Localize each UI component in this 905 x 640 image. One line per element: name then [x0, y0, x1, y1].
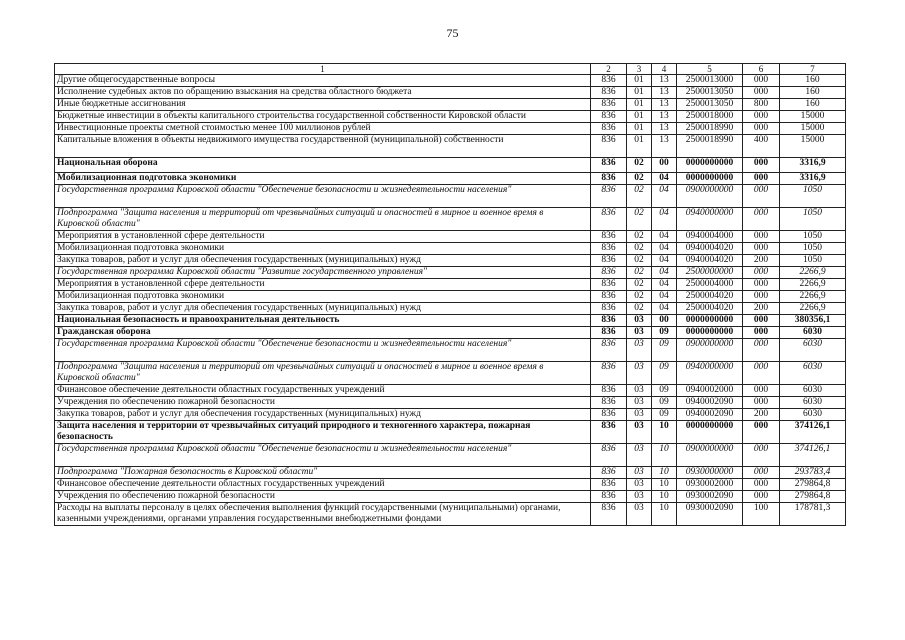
ministry-code-cell: 836	[591, 267, 627, 279]
table-row	[55, 303, 846, 315]
amount-cell: 2266,9	[780, 279, 846, 291]
ministry-code-cell: 836	[591, 503, 627, 526]
row-name-cell: Исполнение судебных актов по обращению взыскания на средства областного бюджета	[55, 87, 591, 99]
target-article-cell: 0940004020	[677, 243, 743, 255]
table-row	[55, 491, 846, 503]
section-cell: 03	[627, 421, 652, 444]
target-article-cell: 0900000000	[677, 185, 743, 208]
section-cell: 03	[627, 479, 652, 491]
expense-type-cell: 100	[743, 503, 780, 526]
ministry-code-cell: 836	[591, 339, 627, 362]
table-row	[55, 87, 846, 99]
ministry-code-cell: 836	[591, 303, 627, 315]
ministry-code-cell: 836	[591, 491, 627, 503]
target-article-cell: 2500018990	[677, 135, 743, 158]
column-header: 3	[627, 64, 652, 75]
table-row	[55, 99, 846, 111]
section-cell: 01	[627, 75, 652, 87]
ministry-code-cell: 836	[591, 75, 627, 87]
target-article-cell: 2500018000	[677, 111, 743, 123]
subsection-cell: 09	[652, 327, 677, 339]
row-name-cell: Государственная программа Кировской области "Обеспечение безопасности и жизнедеятельности населения"	[55, 339, 591, 362]
table-row	[55, 444, 846, 467]
expense-type-cell: 000	[743, 158, 780, 173]
expense-type-cell: 000	[743, 362, 780, 385]
row-name-cell: Мероприятия в установленной сфере деятельности	[55, 231, 591, 243]
table-row	[55, 243, 846, 255]
ministry-code-cell: 836	[591, 279, 627, 291]
section-cell: 01	[627, 123, 652, 135]
subsection-cell: 04	[652, 267, 677, 279]
subsection-cell: 10	[652, 444, 677, 467]
subsection-cell: 09	[652, 385, 677, 397]
target-article-cell: 0940004020	[677, 255, 743, 267]
budget-table-body	[55, 75, 846, 526]
expense-type-cell: 000	[743, 467, 780, 479]
target-article-cell: 0000000000	[677, 173, 743, 185]
section-cell: 03	[627, 503, 652, 526]
row-name-cell: Другие общегосударственные вопросы	[55, 75, 591, 87]
row-name-cell: Национальная оборона	[55, 158, 591, 173]
target-article-cell: 0940000000	[677, 362, 743, 385]
table-row	[55, 409, 846, 421]
target-article-cell: 2500018990	[677, 123, 743, 135]
target-article-cell: 0900000000	[677, 339, 743, 362]
target-article-cell: 0940004000	[677, 231, 743, 243]
table-row	[55, 397, 846, 409]
row-name-cell: Государственная программа Кировской области "Обеспечение безопасности и жизнедеятельности населения"	[55, 444, 591, 467]
amount-cell: 160	[780, 75, 846, 87]
amount-cell: 178781,3	[780, 503, 846, 526]
column-header: 7	[780, 64, 846, 75]
expense-type-cell: 000	[743, 123, 780, 135]
target-article-cell: 2500000000	[677, 267, 743, 279]
subsection-cell: 04	[652, 185, 677, 208]
subsection-cell: 04	[652, 291, 677, 303]
table-row	[55, 75, 846, 87]
target-article-cell: 0000000000	[677, 158, 743, 173]
ministry-code-cell: 836	[591, 421, 627, 444]
amount-cell: 15000	[780, 135, 846, 158]
expense-type-cell: 800	[743, 99, 780, 111]
section-cell: 02	[627, 279, 652, 291]
subsection-cell: 00	[652, 315, 677, 327]
amount-cell: 279864,8	[780, 479, 846, 491]
amount-cell: 15000	[780, 111, 846, 123]
ministry-code-cell: 836	[591, 87, 627, 99]
target-article-cell: 0000000000	[677, 327, 743, 339]
target-article-cell: 0940002090	[677, 409, 743, 421]
target-article-cell: 0900000000	[677, 444, 743, 467]
section-cell: 01	[627, 87, 652, 99]
section-cell: 03	[627, 362, 652, 385]
amount-cell: 374126,1	[780, 421, 846, 444]
column-number-row	[55, 64, 846, 75]
subsection-cell: 04	[652, 173, 677, 185]
subsection-cell: 09	[652, 409, 677, 421]
expense-type-cell: 000	[743, 185, 780, 208]
expense-type-cell: 000	[743, 479, 780, 491]
table-row	[55, 111, 846, 123]
amount-cell: 6030	[780, 409, 846, 421]
table-row	[55, 231, 846, 243]
subsection-cell: 00	[652, 158, 677, 173]
subsection-cell: 09	[652, 397, 677, 409]
target-article-cell: 2500004000	[677, 279, 743, 291]
subsection-cell: 04	[652, 208, 677, 231]
expense-type-cell: 000	[743, 315, 780, 327]
ministry-code-cell: 836	[591, 444, 627, 467]
row-name-cell: Учреждения по обеспечению пожарной безопасности	[55, 397, 591, 409]
subsection-cell: 13	[652, 75, 677, 87]
target-article-cell: 0930002090	[677, 503, 743, 526]
expense-type-cell: 000	[743, 111, 780, 123]
section-cell: 02	[627, 267, 652, 279]
row-name-cell: Капитальные вложения в объекты недвижимого имущества государственной (муниципальной) собственности	[55, 135, 591, 158]
section-cell: 02	[627, 185, 652, 208]
section-cell: 03	[627, 339, 652, 362]
section-cell: 03	[627, 315, 652, 327]
expense-type-cell: 000	[743, 231, 780, 243]
target-article-cell: 0000000000	[677, 421, 743, 444]
ministry-code-cell: 836	[591, 111, 627, 123]
row-name-cell: Закупка товаров, работ и услуг для обеспечения государственных (муниципальных) нужд	[55, 409, 591, 421]
table-row	[55, 291, 846, 303]
section-cell: 02	[627, 208, 652, 231]
row-name-cell: Государственная программа Кировской области "Обеспечение безопасности и жизнедеятельности населения"	[55, 185, 591, 208]
section-cell: 03	[627, 444, 652, 467]
ministry-code-cell: 836	[591, 315, 627, 327]
expense-type-cell: 000	[743, 491, 780, 503]
ministry-code-cell: 836	[591, 397, 627, 409]
ministry-code-cell: 836	[591, 99, 627, 111]
table-row	[55, 385, 846, 397]
section-cell: 03	[627, 409, 652, 421]
row-name-cell: Подпрограмма "Пожарная безопасность в Кировской области"	[55, 467, 591, 479]
subsection-cell: 10	[652, 421, 677, 444]
row-name-cell: Государственная программа Кировской области "Развитие государственного управления"	[55, 267, 591, 279]
column-header: 1	[55, 64, 591, 75]
expense-type-cell: 000	[743, 327, 780, 339]
subsection-cell: 04	[652, 243, 677, 255]
expense-type-cell: 000	[743, 208, 780, 231]
table-row	[55, 467, 846, 479]
section-cell: 03	[627, 467, 652, 479]
section-cell: 02	[627, 173, 652, 185]
row-name-cell: Мероприятия в установленной сфере деятельности	[55, 279, 591, 291]
expense-type-cell: 400	[743, 135, 780, 158]
amount-cell: 380356,1	[780, 315, 846, 327]
section-cell: 02	[627, 158, 652, 173]
amount-cell: 279864,8	[780, 491, 846, 503]
ministry-code-cell: 836	[591, 123, 627, 135]
section-cell: 02	[627, 231, 652, 243]
table-row	[55, 503, 846, 526]
expense-type-cell: 000	[743, 267, 780, 279]
ministry-code-cell: 836	[591, 362, 627, 385]
amount-cell: 160	[780, 87, 846, 99]
ministry-code-cell: 836	[591, 231, 627, 243]
section-cell: 03	[627, 397, 652, 409]
amount-cell: 1050	[780, 243, 846, 255]
table-row	[55, 362, 846, 385]
subsection-cell: 10	[652, 479, 677, 491]
amount-cell: 2266,9	[780, 291, 846, 303]
table-row	[55, 479, 846, 491]
expense-type-cell: 200	[743, 409, 780, 421]
amount-cell: 6030	[780, 327, 846, 339]
subsection-cell: 10	[652, 467, 677, 479]
target-article-cell: 2500004020	[677, 303, 743, 315]
table-row	[55, 421, 846, 444]
amount-cell: 1050	[780, 185, 846, 208]
subsection-cell: 04	[652, 231, 677, 243]
ministry-code-cell: 836	[591, 185, 627, 208]
section-cell: 03	[627, 327, 652, 339]
ministry-code-cell: 836	[591, 385, 627, 397]
amount-cell: 3316,9	[780, 158, 846, 173]
row-name-cell: Национальная безопасность и правоохранительная деятельность	[55, 315, 591, 327]
ministry-code-cell: 836	[591, 291, 627, 303]
section-cell: 03	[627, 491, 652, 503]
table-row	[55, 339, 846, 362]
subsection-cell: 13	[652, 99, 677, 111]
column-header: 6	[743, 64, 780, 75]
amount-cell: 1050	[780, 208, 846, 231]
section-cell: 02	[627, 243, 652, 255]
table-row	[55, 135, 846, 158]
subsection-cell: 13	[652, 135, 677, 158]
table-row	[55, 327, 846, 339]
column-header: 5	[677, 64, 743, 75]
expense-type-cell: 000	[743, 421, 780, 444]
table-row	[55, 267, 846, 279]
budget-table	[54, 63, 846, 526]
table-row	[55, 123, 846, 135]
section-cell: 02	[627, 255, 652, 267]
target-article-cell: 2500013050	[677, 99, 743, 111]
target-article-cell: 0930002090	[677, 491, 743, 503]
row-name-cell: Инвестиционные проекты сметной стоимостью менее 100 миллионов рублей	[55, 123, 591, 135]
ministry-code-cell: 836	[591, 158, 627, 173]
ministry-code-cell: 836	[591, 467, 627, 479]
row-name-cell: Подпрограмма "Защита населения и территорий от чрезвычайных ситуаций и опасностей в мирное и военное время в Кировской области"	[55, 362, 591, 385]
amount-cell: 3316,9	[780, 173, 846, 185]
ministry-code-cell: 836	[591, 255, 627, 267]
table-row	[55, 279, 846, 291]
row-name-cell: Иные бюджетные ассигнования	[55, 99, 591, 111]
section-cell: 03	[627, 385, 652, 397]
row-name-cell: Подпрограмма "Защита населения и территорий от чрезвычайных ситуаций и опасностей в мирное и военное время в Кировской области"	[55, 208, 591, 231]
subsection-cell: 10	[652, 491, 677, 503]
table-row	[55, 173, 846, 185]
expense-type-cell: 200	[743, 303, 780, 315]
target-article-cell: 0000000000	[677, 315, 743, 327]
expense-type-cell: 000	[743, 243, 780, 255]
target-article-cell: 2500013000	[677, 75, 743, 87]
expense-type-cell: 000	[743, 75, 780, 87]
section-cell: 01	[627, 111, 652, 123]
section-cell: 02	[627, 291, 652, 303]
target-article-cell: 0930002000	[677, 479, 743, 491]
table-row	[55, 208, 846, 231]
row-name-cell: Защита населения и территории от чрезвычайных ситуаций природного и техногенного характера, пожарная безопасность	[55, 421, 591, 444]
page-number: 75	[446, 26, 459, 40]
expense-type-cell: 000	[743, 397, 780, 409]
subsection-cell: 04	[652, 303, 677, 315]
amount-cell: 1050	[780, 255, 846, 267]
ministry-code-cell: 836	[591, 479, 627, 491]
amount-cell: 6030	[780, 362, 846, 385]
ministry-code-cell: 836	[591, 243, 627, 255]
subsection-cell: 04	[652, 279, 677, 291]
target-article-cell: 0940000000	[677, 208, 743, 231]
section-cell: 02	[627, 303, 652, 315]
expense-type-cell: 000	[743, 279, 780, 291]
amount-cell: 160	[780, 99, 846, 111]
target-article-cell: 2500013050	[677, 87, 743, 99]
amount-cell: 293783,4	[780, 467, 846, 479]
column-header: 2	[591, 64, 627, 75]
subsection-cell: 09	[652, 339, 677, 362]
row-name-cell: Закупка товаров, работ и услуг для обеспечения государственных (муниципальных) нужд	[55, 303, 591, 315]
row-name-cell: Гражданская оборона	[55, 327, 591, 339]
target-article-cell: 0940002090	[677, 397, 743, 409]
table-row	[55, 255, 846, 267]
ministry-code-cell: 836	[591, 208, 627, 231]
table-row	[55, 158, 846, 173]
column-header: 4	[652, 64, 677, 75]
amount-cell: 1050	[780, 231, 846, 243]
row-name-cell: Закупка товаров, работ и услуг для обеспечения государственных (муниципальных) нужд	[55, 255, 591, 267]
amount-cell: 374126,1	[780, 444, 846, 467]
subsection-cell: 04	[652, 255, 677, 267]
expense-type-cell: 000	[743, 385, 780, 397]
target-article-cell: 0930000000	[677, 467, 743, 479]
section-cell: 01	[627, 135, 652, 158]
ministry-code-cell: 836	[591, 409, 627, 421]
amount-cell: 6030	[780, 385, 846, 397]
ministry-code-cell: 836	[591, 173, 627, 185]
ministry-code-cell: 836	[591, 327, 627, 339]
row-name-cell: Мобилизационная подготовка экономики	[55, 291, 591, 303]
subsection-cell: 10	[652, 503, 677, 526]
row-name-cell: Финансовое обеспечение деятельности областных государственных учреждений	[55, 479, 591, 491]
table-row	[55, 315, 846, 327]
subsection-cell: 13	[652, 87, 677, 99]
amount-cell: 6030	[780, 397, 846, 409]
table-row	[55, 185, 846, 208]
row-name-cell: Учреждения по обеспечению пожарной безопасности	[55, 491, 591, 503]
amount-cell: 6030	[780, 339, 846, 362]
row-name-cell: Мобилизационная подготовка экономики	[55, 243, 591, 255]
row-name-cell: Финансовое обеспечение деятельности областных государственных учреждений	[55, 385, 591, 397]
amount-cell: 15000	[780, 123, 846, 135]
amount-cell: 2266,9	[780, 303, 846, 315]
row-name-cell: Мобилизационная подготовка экономики	[55, 173, 591, 185]
expense-type-cell: 000	[743, 87, 780, 99]
row-name-cell: Бюджетные инвестиции в объекты капитального строительства государственной собственности Кировской области	[55, 111, 591, 123]
expense-type-cell: 000	[743, 339, 780, 362]
target-article-cell: 2500004020	[677, 291, 743, 303]
amount-cell: 2266,9	[780, 267, 846, 279]
section-cell: 01	[627, 99, 652, 111]
expense-type-cell: 000	[743, 173, 780, 185]
subsection-cell: 09	[652, 362, 677, 385]
row-name-cell: Расходы на выплаты персоналу в целях обеспечения выполнения функций государственными (муниципальными) органами, казенными учреждениями, органами управления государственными внебюджетными фондами	[55, 503, 591, 526]
expense-type-cell: 200	[743, 255, 780, 267]
expense-type-cell: 000	[743, 291, 780, 303]
expense-type-cell: 000	[743, 444, 780, 467]
subsection-cell: 13	[652, 111, 677, 123]
target-article-cell: 0940002000	[677, 385, 743, 397]
ministry-code-cell: 836	[591, 135, 627, 158]
subsection-cell: 13	[652, 123, 677, 135]
